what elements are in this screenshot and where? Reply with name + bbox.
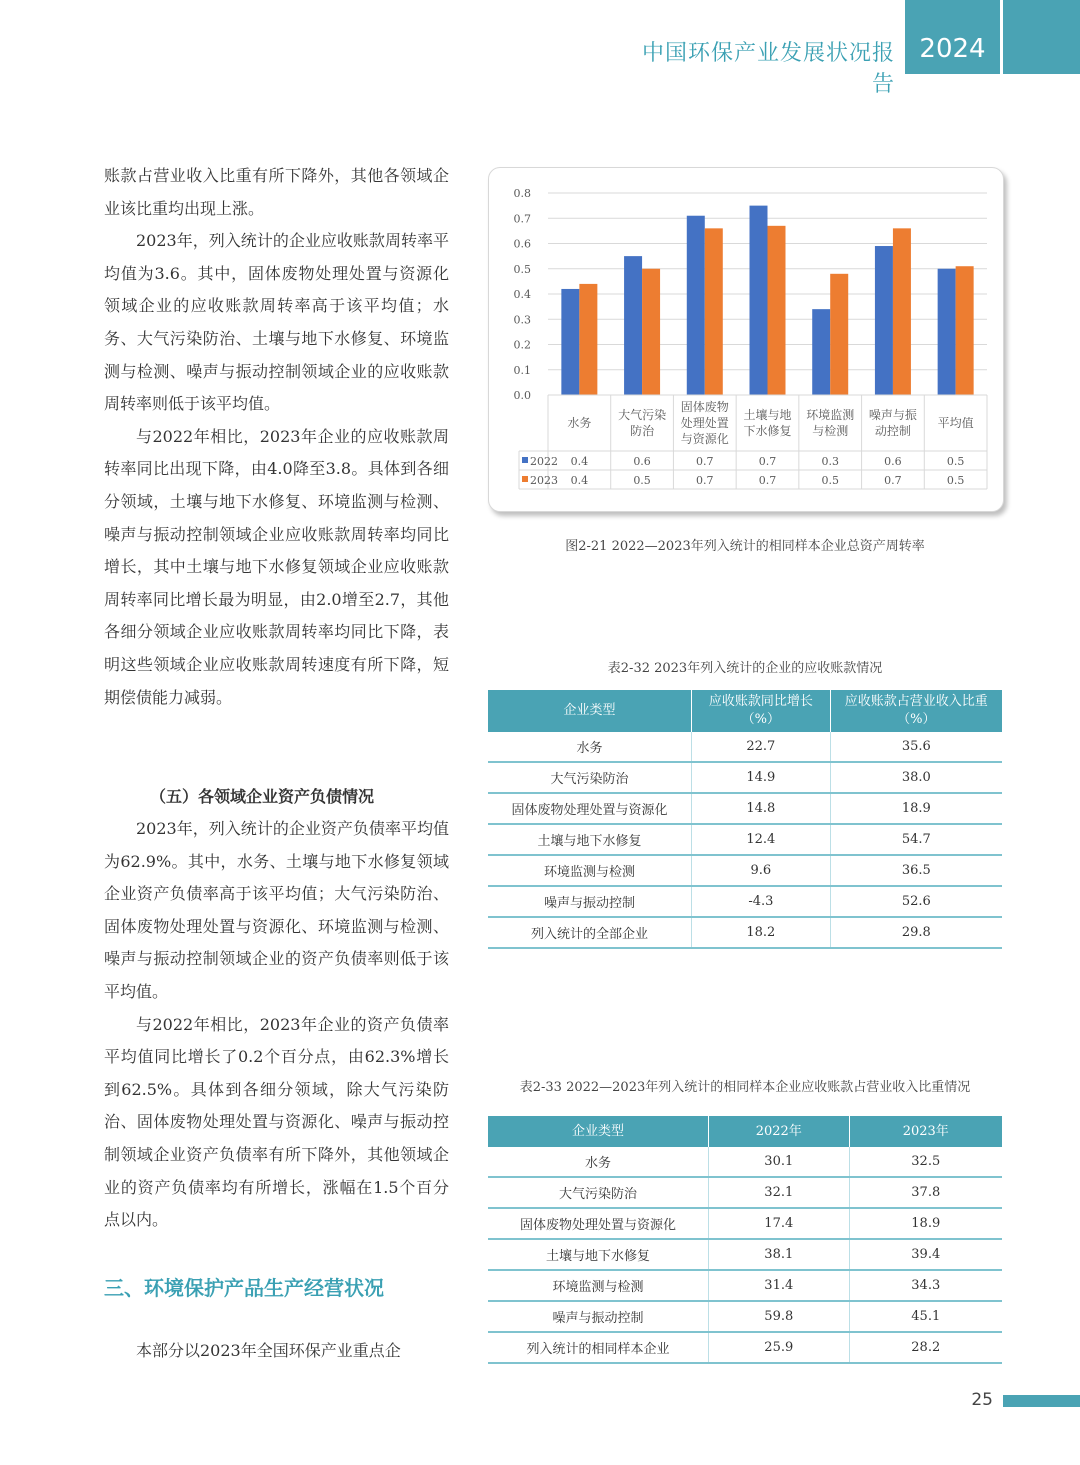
bar-2022 — [624, 256, 642, 395]
left-column-2 — [104, 813, 449, 1237]
receivables-table — [488, 690, 1002, 949]
table2-caption: 表2-33 2022—2023年列入统计的相同样本企业应收账款占营业收入比重情况 — [519, 1080, 971, 1095]
data-label: 0.6 — [884, 455, 902, 468]
table-cell: 39.4 — [849, 1239, 1002, 1270]
header-accent-bar — [1003, 0, 1080, 74]
col-header: 企业类型 — [488, 1116, 709, 1147]
table-cell: 18.9 — [830, 793, 1002, 824]
table-cell: 18.2 — [692, 917, 831, 948]
report-title: 中国环保产业发展状况报告 — [641, 41, 895, 97]
col-header: 2022年 — [709, 1116, 850, 1147]
table-cell: 22.7 — [692, 732, 831, 762]
table-cell: 32.1 — [709, 1177, 850, 1208]
category-label: 处理处置 — [680, 416, 729, 430]
bar-2023 — [768, 226, 786, 395]
bar-2022 — [938, 269, 956, 395]
table-cell: 52.6 — [830, 886, 1002, 917]
table-cell: 14.9 — [692, 762, 831, 793]
paragraph: 与2022年相比，2023年企业的应收账款周转率同比出现下降，由4.0降至3.8。具体到各细分领域，土壤与地下水修复、环境监测与检测、噪声与振动控制领域企业应收账款周转率均同比增长，其中土壤与地下水修复领域企业应收账款周转率同比增长最为明显，由2.0增至2.7，其他各细分领域企业应收账款周转率均同比下降，表明这些领域企业应收账款周转速度有所下降，短期偿债能力减弱。 — [104, 426, 449, 707]
paragraph: 本部分以2023年全国环保产业重点企 — [136, 1341, 401, 1360]
col-header: 2023年 — [849, 1116, 1002, 1147]
col-header: 企业类型 — [488, 690, 692, 732]
bar-2023 — [830, 274, 848, 395]
row-label: 土壤与地下水修复 — [488, 1239, 709, 1270]
y-tick-label: 0.0 — [513, 389, 531, 402]
bar-2022 — [750, 206, 768, 395]
paragraph: 2023年，列入统计的企业应收账款周转率平均值为3.6。其中，固体废物处理处置与资源化领域企业的应收账款周转率高于该平均值；水务、大气污染防治、土壤与地下水修复、环境监测与检测、噪声与振动控制领域企业的应收账款周转率则低于该平均值。 — [104, 231, 449, 414]
table-cell: 59.8 — [709, 1301, 850, 1332]
category-label: 大气污染 — [618, 408, 667, 422]
category-label: 固体废物 — [680, 400, 729, 414]
table-row — [488, 886, 1002, 917]
legend-key-2023 — [522, 476, 528, 482]
category-label: 防治 — [630, 424, 655, 438]
data-label: 0.7 — [758, 455, 777, 468]
y-tick-label: 0.2 — [513, 338, 531, 352]
table-cell: 17.4 — [709, 1208, 850, 1239]
table-row — [488, 1270, 1002, 1301]
data-label: 0.6 — [633, 455, 651, 468]
table-row — [488, 1177, 1002, 1208]
table-row — [488, 1301, 1002, 1332]
y-tick-label: 0.8 — [513, 187, 531, 200]
row-label: 大气污染防治 — [488, 1177, 709, 1208]
col-header: 应收账款同比增长 （%） — [692, 690, 831, 732]
table-row — [488, 855, 1002, 886]
table-cell: 34.3 — [849, 1270, 1002, 1301]
bar-2022 — [875, 246, 893, 395]
table-cell: 14.8 — [692, 793, 831, 824]
table-cell: 32.5 — [849, 1147, 1002, 1177]
data-label: 0.4 — [570, 474, 589, 487]
data-label: 0.7 — [696, 455, 714, 468]
category-label: 土壤与地 — [743, 408, 792, 422]
bar-2023 — [579, 284, 597, 395]
data-label: 0.7 — [696, 474, 714, 487]
table-row — [488, 917, 1002, 948]
y-tick-label: 0.7 — [513, 212, 531, 226]
y-tick-label: 0.3 — [513, 313, 531, 327]
paragraph: 与2022年相比，2023年企业的资产负债率平均值同比增长了0.2个百分点，由62.3%增长到62.5%。具体到各细分领域，除大气污染防治、固体废物处理处置与资源化、噪声与振动控制领域企业资产负债率有所下降外，其他领域企业的资产负债率均有所增长，涨幅在1.5个百分点以内。 — [104, 1014, 449, 1230]
receivables-ratio-table — [488, 1116, 1002, 1364]
report-year: 2024 — [919, 34, 986, 64]
bar-2022 — [561, 289, 579, 395]
y-tick-label: 0.5 — [513, 262, 531, 276]
category-label: 平均值 — [937, 416, 974, 430]
table-cell: 36.5 — [830, 855, 1002, 886]
row-label: 列入统计的全部企业 — [488, 917, 692, 948]
chart-caption: 图2-21 2022—2023年列入统计的相同样本企业总资产周转率 — [565, 539, 925, 554]
bar-chart — [489, 168, 1003, 511]
data-label: 0.4 — [570, 455, 589, 468]
row-label: 列入统计的相同样本企业 — [488, 1332, 709, 1363]
table-cell: 35.6 — [830, 732, 1002, 762]
row-label: 噪声与振动控制 — [488, 886, 692, 917]
left-column — [104, 160, 449, 714]
footer-accent-bar — [1003, 1395, 1080, 1407]
bar-2023 — [642, 269, 660, 395]
data-label: 0.5 — [633, 474, 651, 487]
category-label: 噪声与振 — [868, 408, 917, 422]
bar-2022 — [812, 309, 830, 395]
table-row — [488, 1147, 1002, 1177]
data-label: 0.7 — [884, 474, 902, 487]
bar-2023 — [893, 228, 911, 395]
table-row — [488, 732, 1002, 762]
col-header: 应收账款占营业收入比重 （%） — [830, 690, 1002, 732]
table-cell: 37.8 — [849, 1177, 1002, 1208]
table-row — [488, 824, 1002, 855]
category-label: 与资源化 — [680, 432, 729, 446]
chart-frame — [488, 167, 1004, 512]
table-cell: 9.6 — [692, 855, 831, 886]
table1-caption: 表2-32 2023年列入统计的企业的应收账款情况 — [607, 661, 883, 676]
legend-label: 2023 — [530, 474, 558, 487]
left-column-3 — [104, 1335, 449, 1368]
legend-key-2022 — [522, 457, 528, 463]
category-label: 水务 — [567, 416, 592, 430]
paragraph: 账款占营业收入比重有所下降外，其他各领域企业该比重均出现上涨。 — [104, 166, 449, 218]
category-label: 下水修复 — [743, 424, 792, 438]
data-label: 0.5 — [946, 474, 965, 487]
data-label: 0.5 — [821, 474, 839, 487]
row-label: 水务 — [488, 732, 692, 762]
table-cell: 38.0 — [830, 762, 1002, 793]
table-cell: 45.1 — [849, 1301, 1002, 1332]
section-heading: 三、环境保护产品生产经营状况 — [104, 1276, 384, 1300]
table-row — [488, 1332, 1002, 1363]
table-cell: 38.1 — [709, 1239, 850, 1270]
table-cell: 28.2 — [849, 1332, 1002, 1363]
category-label: 环境监测 — [806, 408, 855, 422]
row-label: 环境监测与检测 — [488, 1270, 709, 1301]
page-number: 25 — [971, 1390, 993, 1410]
bar-2023 — [705, 228, 723, 395]
table-cell: -4.3 — [692, 886, 831, 917]
subsection-heading: （五）各领域企业资产负债情况 — [150, 787, 375, 806]
row-label: 大气污染防治 — [488, 762, 692, 793]
data-label: 0.3 — [821, 455, 839, 468]
table-cell: 31.4 — [709, 1270, 850, 1301]
table-cell: 25.9 — [709, 1332, 850, 1363]
table-cell: 54.7 — [830, 824, 1002, 855]
table-row — [488, 1239, 1002, 1270]
row-label: 噪声与振动控制 — [488, 1301, 709, 1332]
legend-label: 2022 — [530, 455, 558, 468]
paragraph: 2023年，列入统计的企业资产负债率平均值为62.9%。其中，水务、土壤与地下水修复领域企业资产负债率高于该平均值；大气污染防治、固体废物处理处置与资源化、环境监测与检测、噪声与振动控制领域企业的资产负债率则低于该平均值。 — [104, 819, 449, 1001]
y-tick-label: 0.4 — [513, 288, 531, 301]
table-row — [488, 793, 1002, 824]
row-label: 固体废物处理处置与资源化 — [488, 793, 692, 824]
row-label: 环境监测与检测 — [488, 855, 692, 886]
data-label: 0.7 — [758, 474, 777, 487]
table-row — [488, 762, 1002, 793]
table-cell: 29.8 — [830, 917, 1002, 948]
category-label: 动控制 — [874, 424, 911, 438]
table-cell: 18.9 — [849, 1208, 1002, 1239]
category-label: 与检测 — [812, 424, 849, 438]
bar-2023 — [956, 266, 974, 395]
table-cell: 12.4 — [692, 824, 831, 855]
row-label: 固体废物处理处置与资源化 — [488, 1208, 709, 1239]
row-label: 土壤与地下水修复 — [488, 824, 692, 855]
y-tick-label: 0.6 — [513, 237, 531, 251]
table-row — [488, 1208, 1002, 1239]
y-tick-label: 0.1 — [513, 363, 531, 377]
bar-2022 — [687, 216, 705, 395]
table-cell: 30.1 — [709, 1147, 850, 1177]
data-label: 0.5 — [946, 455, 965, 468]
row-label: 水务 — [488, 1147, 709, 1177]
